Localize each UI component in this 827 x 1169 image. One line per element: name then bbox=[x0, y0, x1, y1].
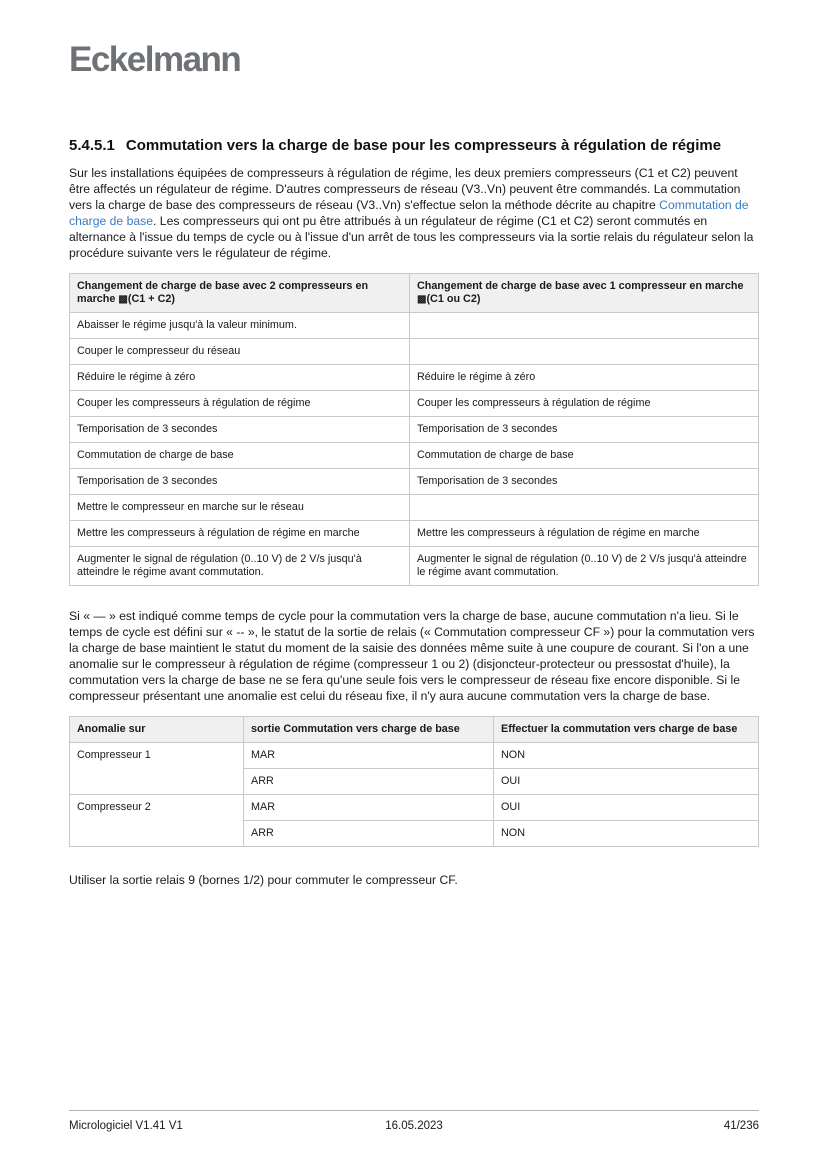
table-row bbox=[70, 313, 759, 339]
table-cell: Mettre le compresseur en marche sur le réseau bbox=[70, 495, 410, 521]
table-cell: Temporisation de 3 secondes bbox=[410, 469, 759, 495]
table-cell bbox=[410, 495, 759, 521]
anomaly-switchover-table bbox=[69, 716, 759, 847]
cycle-time-paragraph: Si « — » est indiqué comme temps de cycle pour la commutation vers la charge de base, aucune commutation n'a lieu. Si le temps de cycle est défini sur « -- », le statut de la sortie de relais (« Commutation compresseur CF ») pour la commutation vers la charge de base maintient le statut du moment de la saisie des données même suite à une coupure de courant. Si l'on a une anomalie sur le compresseur à régulation de régime (compresseur 1 ou 2) (disjoncteur-protecteur ou pressostat d'huile), la commutation vers la charge de base ne se fera qu'une seule fois vers le compresseur de réseau fixe encore disponible. Si le compresseur présentant une anomalie est celui du réseau fixe, il n'y aura aucune commutation vers la charge de base. bbox=[69, 609, 755, 703]
page-content bbox=[69, 0, 759, 887]
table-cell: OUI bbox=[494, 769, 759, 795]
table-cell: Augmenter le signal de régulation (0..10 V) de 2 V/s jusqu'à atteindre le régime avant commutation. bbox=[70, 547, 410, 586]
table-cell: Réduire le régime à zéro bbox=[410, 365, 759, 391]
intro-text-before: Sur les installations équipées de compresseurs à régulation de régime, les deux premiers compresseurs (C1 et C2) peuvent être affectés un régulateur de régime. D'autres compresseurs de réseau (V3..Vn) peuvent être commandés. La commutation vers la charge de base des compresseurs de réseau (V3..Vn) s'effectue selon la méthode décrite au chapitre bbox=[69, 166, 741, 212]
base-load-procedure-table bbox=[69, 273, 759, 586]
table-header-cell: Changement de charge de base avec 1 compresseur en marche ▩(C1 ou C2) bbox=[410, 274, 759, 313]
table-row bbox=[70, 417, 759, 443]
intro-paragraph bbox=[69, 165, 759, 261]
unknown-char-icon: ▩ bbox=[417, 294, 427, 305]
table-header-cell: Anomalie sur bbox=[70, 717, 244, 743]
table-cell: Réduire le régime à zéro bbox=[70, 365, 410, 391]
table-cell: Compresseur 1 bbox=[70, 743, 244, 795]
table-cell: ARR bbox=[244, 769, 494, 795]
table-row bbox=[70, 365, 759, 391]
table-cell: Compresseur 2 bbox=[70, 795, 244, 847]
table-cell: MAR bbox=[244, 743, 494, 769]
table-row bbox=[70, 339, 759, 365]
table-cell: ARR bbox=[244, 821, 494, 847]
table-cell: Couper les compresseurs à régulation de régime bbox=[410, 391, 759, 417]
table-header-cell: sortie Commutation vers charge de base bbox=[244, 717, 494, 743]
table-cell: Abaisser le régime jusqu'à la valeur minimum. bbox=[70, 313, 410, 339]
table-header-row bbox=[70, 717, 759, 743]
table-row bbox=[70, 495, 759, 521]
table-row bbox=[70, 391, 759, 417]
table-row bbox=[70, 547, 759, 586]
table-cell: Commutation de charge de base bbox=[410, 443, 759, 469]
table-row bbox=[70, 795, 759, 821]
footer-page-number: 41/236 bbox=[723, 1120, 759, 1132]
table-cell: Temporisation de 3 secondes bbox=[70, 417, 410, 443]
unknown-char-icon: ▩ bbox=[118, 294, 128, 305]
table-row bbox=[70, 521, 759, 547]
table-cell: Augmenter le signal de régulation (0..10 V) de 2 V/s jusqu'à atteindre le régime avant commutation. bbox=[410, 547, 759, 586]
table-cell: MAR bbox=[244, 795, 494, 821]
footer-firmware-version: Micrologiciel V1.41 V1 bbox=[69, 1120, 183, 1132]
table-header-cell: Changement de charge de base avec 2 compresseurs en marche ▩(C1 + C2) bbox=[70, 274, 410, 313]
table-row bbox=[70, 443, 759, 469]
table-cell: Mettre les compresseurs à régulation de régime en marche bbox=[410, 521, 759, 547]
table-row bbox=[70, 743, 759, 769]
table-cell bbox=[410, 339, 759, 365]
table-cell: Temporisation de 3 secondes bbox=[410, 417, 759, 443]
table-cell: Couper les compresseurs à régulation de régime bbox=[70, 391, 410, 417]
section-heading bbox=[69, 137, 759, 154]
relay-note: Utiliser la sortie relais 9 (bornes 1/2) pour commuter le compresseur CF. bbox=[69, 873, 458, 887]
section-title: Commutation vers la charge de base pour les compresseurs à régulation de régime bbox=[125, 137, 722, 154]
table-header-cell: Effectuer la commutation vers charge de base bbox=[494, 717, 759, 743]
table-cell: Temporisation de 3 secondes bbox=[70, 469, 410, 495]
table-header-row bbox=[70, 274, 759, 313]
table-cell: Couper le compresseur du réseau bbox=[70, 339, 410, 365]
table-cell: OUI bbox=[494, 795, 759, 821]
table-row bbox=[70, 469, 759, 495]
table-cell: NON bbox=[494, 743, 759, 769]
footer-date: 16.05.2023 bbox=[385, 1120, 443, 1132]
page-footer bbox=[69, 1110, 759, 1132]
section-number: 5.4.5.1 bbox=[69, 137, 115, 154]
chapter-link[interactable]: Commutation de charge de base bbox=[69, 198, 749, 228]
table-cell: NON bbox=[494, 821, 759, 847]
eckelmann-logo: Eckelmann bbox=[69, 40, 241, 79]
table-cell: Mettre les compresseurs à régulation de régime en marche bbox=[70, 521, 410, 547]
intro-text-after: . Les compresseurs qui ont pu être attribués à un régulateur de régime (C1 et C2) seront commutés en alternance à l'issue du temps de cycle ou à l'issue d'un arrêt de tous les compresseurs via la sortie relais du régulateur selon la procédure suivante vers le régulateur de régime. bbox=[69, 214, 754, 260]
table-cell: Commutation de charge de base bbox=[70, 443, 410, 469]
table-cell bbox=[410, 313, 759, 339]
